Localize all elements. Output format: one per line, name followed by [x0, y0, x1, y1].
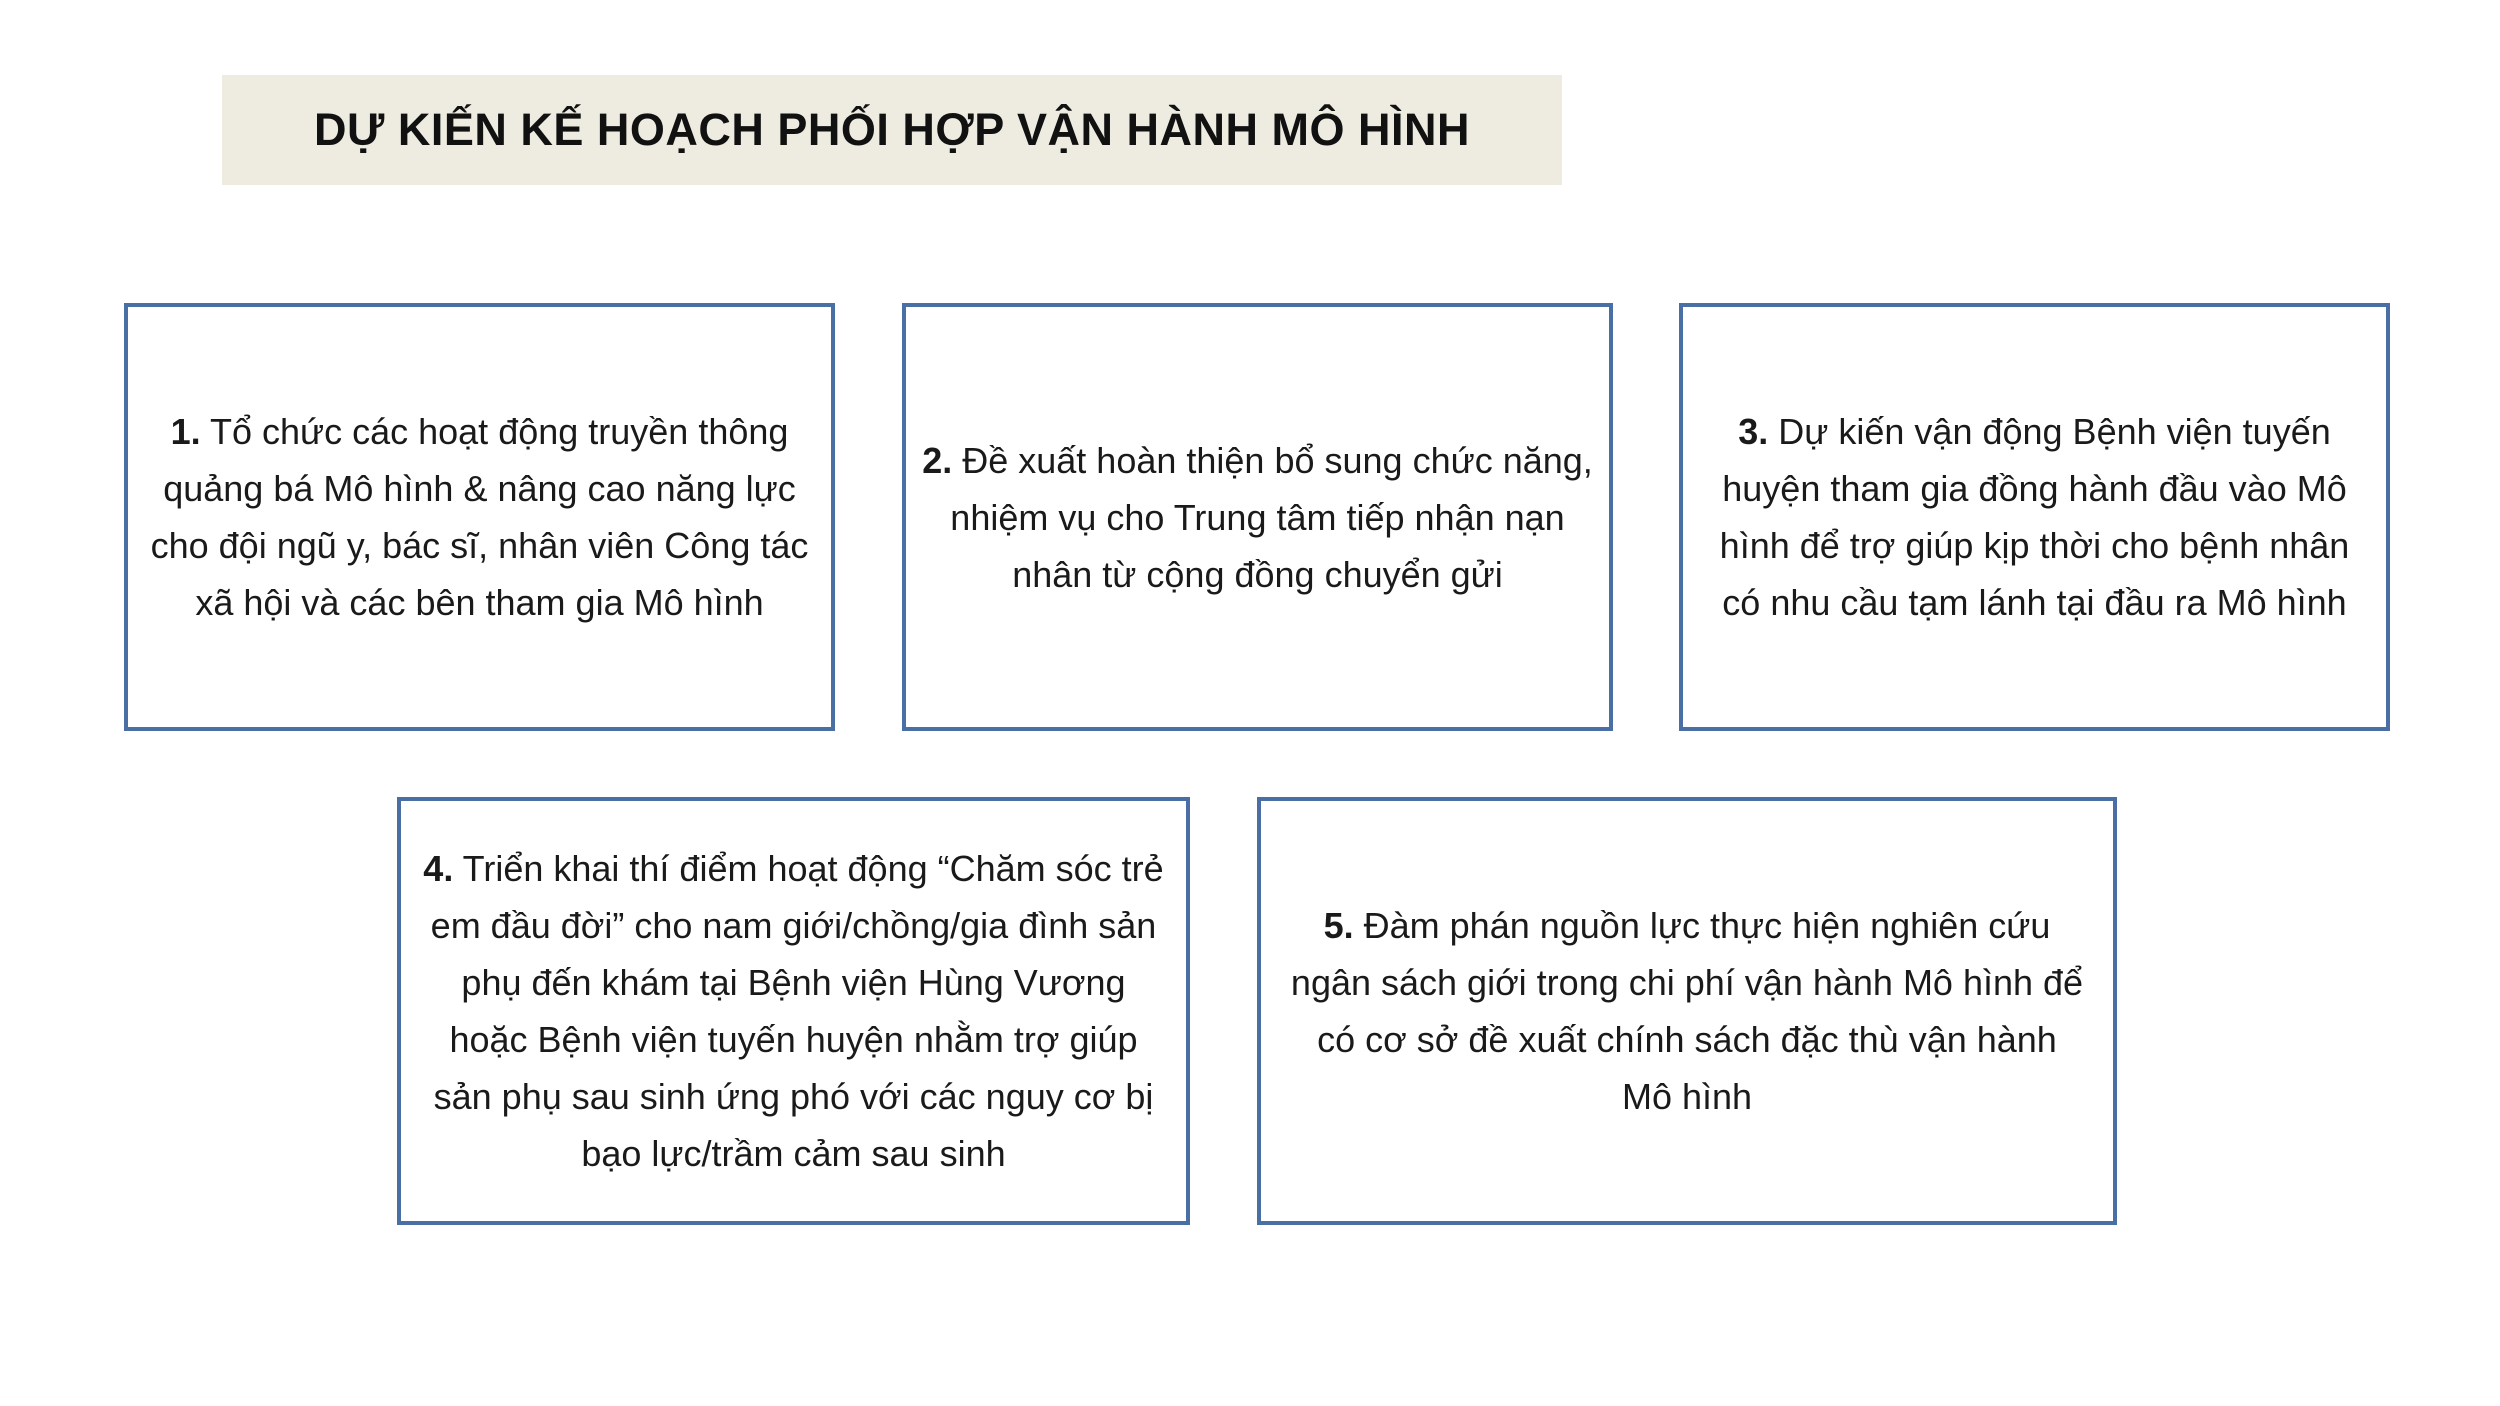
- plan-step-2-number: 2.: [922, 439, 953, 481]
- plan-step-1-number: 1.: [170, 411, 201, 452]
- plan-step-3-number: 3.: [1738, 411, 1769, 452]
- plan-step-2-text: [920, 432, 1595, 603]
- plan-step-1-description: Tổ chức các hoạt động truyền thông quảng bá Mô hình & nâng cao năng lực cho đội ngũ y, bác sĩ, nhân viên Công tác xã hội và các bên tham gia Mô hình: [150, 411, 809, 623]
- plan-step-1-box: [124, 303, 835, 731]
- plan-step-5-box: [1257, 797, 2117, 1225]
- plan-step-4-description: Triển khai thí điểm hoạt động “Chăm sóc trẻ em đầu đời” cho nam giới/chồng/gia đình sản phụ đến khám tại Bệnh viện Hùng Vương hoặc Bệnh viện tuyến huyện nhằm trợ giúp sản phụ sau sinh ứng phó với các nguy cơ bị bạo lực/trầm cảm sau sinh: [430, 848, 1164, 1174]
- plan-step-1-text: [150, 403, 810, 631]
- plan-step-5-text: [1290, 897, 2085, 1125]
- plan-step-4-number: 4.: [423, 848, 454, 889]
- plan-step-3-description: Dự kiến vận động Bệnh viện tuyến huyện tham gia đồng hành đầu vào Mô hình để trợ giúp kịp thời cho bệnh nhân có nhu cầu tạm lánh tại đầu ra Mô hình: [1719, 411, 2350, 623]
- page-title: DỰ KIẾN KẾ HOẠCH PHỐI HỢP VẬN HÀNH MÔ HÌNH: [314, 104, 1470, 155]
- plan-step-5-number: 5.: [1323, 905, 1354, 946]
- plan-step-3-text: [1697, 403, 2372, 631]
- plan-step-4-text: [421, 840, 1166, 1182]
- plan-step-2-description: Đề xuất hoàn thiện bổ sung chức năng, nhiệm vụ cho Trung tâm tiếp nhận nạn nhân từ cộng đồng chuyển gửi: [950, 439, 1593, 595]
- plan-step-3-box: [1679, 303, 2390, 731]
- plan-step-2-box: [902, 303, 1613, 731]
- plan-step-4-box: [397, 797, 1190, 1225]
- plan-step-5-description: Đàm phán nguồn lực thực hiện nghiên cứu ngân sách giới trong chi phí vận hành Mô hình để có cơ sở đề xuất chính sách đặc thù vận hành Mô hình: [1290, 905, 2084, 1117]
- title-banner: [222, 75, 1562, 185]
